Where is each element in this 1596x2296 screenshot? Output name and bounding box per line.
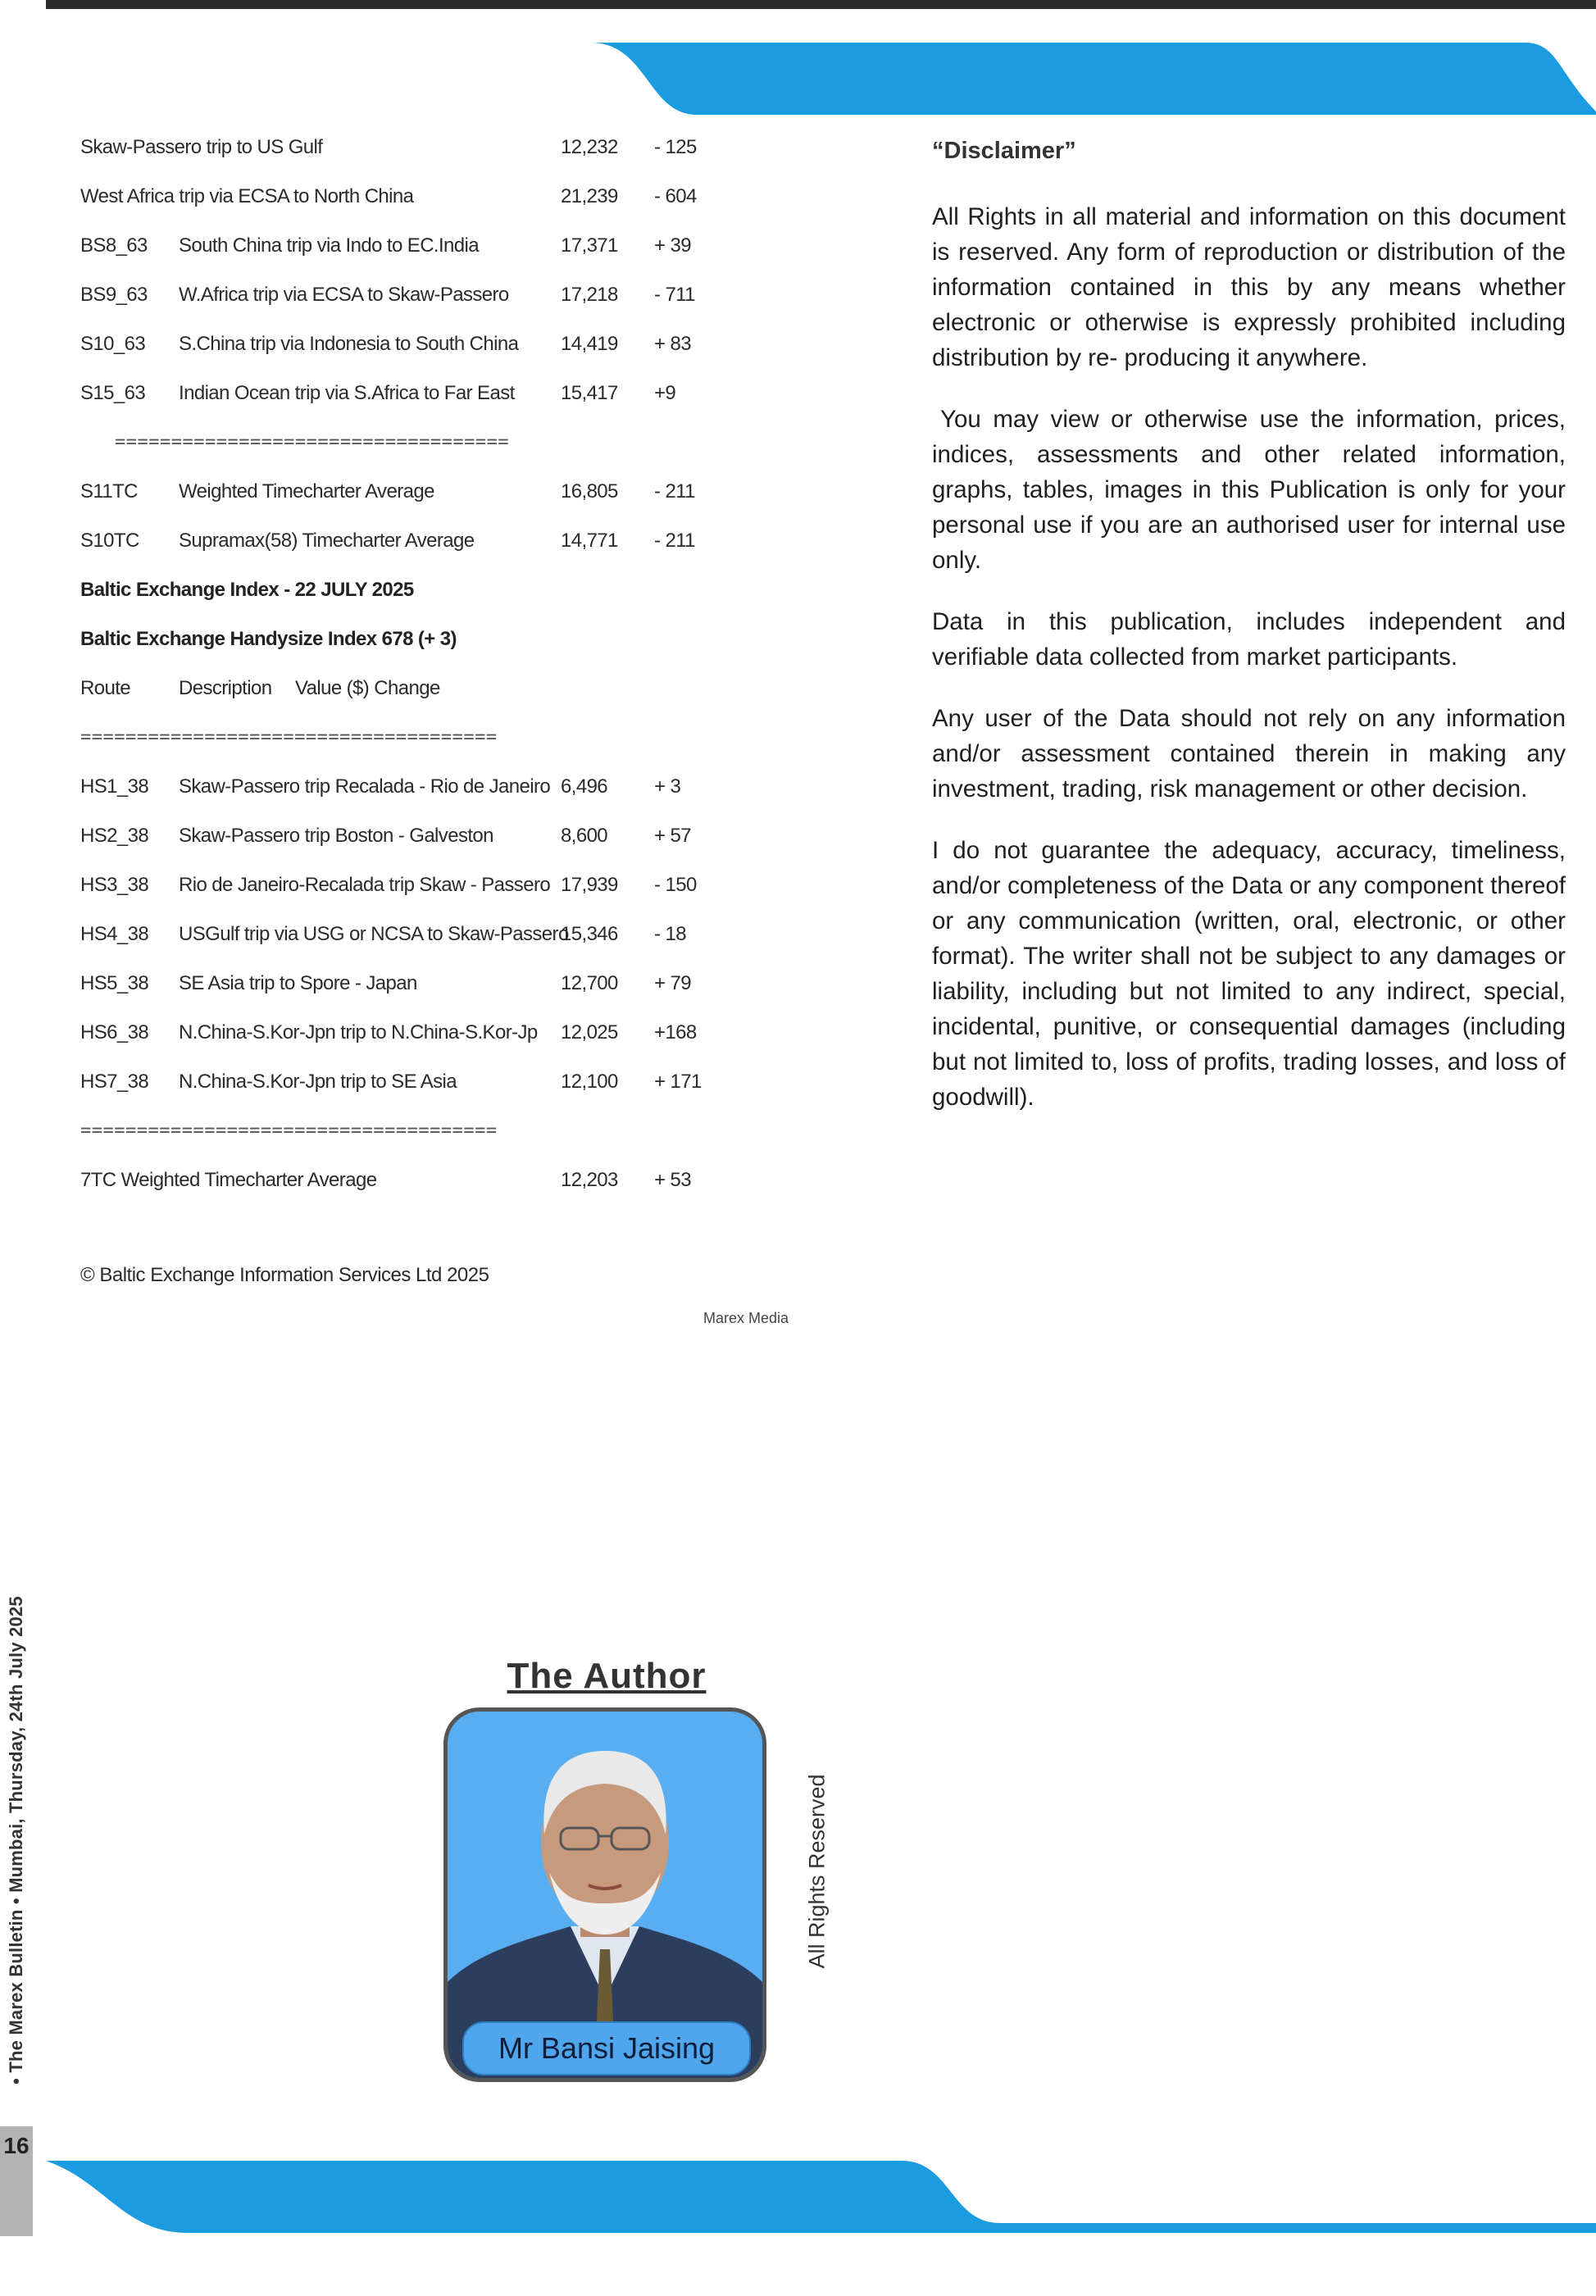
row-value: 14,771 [561, 530, 618, 552]
row-value: 16,805 [561, 480, 618, 502]
row-value: 8,600 [561, 825, 608, 847]
separator [80, 713, 802, 762]
handysize-heading [80, 615, 802, 664]
table-header [80, 664, 802, 713]
header-description: Description [179, 677, 272, 699]
table-row [80, 1057, 802, 1107]
row-code: BS8_63 [80, 234, 148, 257]
row-description: SE Asia trip to Spore - Japan [179, 972, 417, 994]
disclaimer-paragraph: I do not guarantee the adequacy, accuracy, timeliness, and/or completeness of the Data or any component thereof or any communication (written, oral, electronic, or other format). The writer shall not be subject to any damages or liability, including but not limited to any indirect, special, incidental, punitive, or consequential damages (including but not limited to, loss of profits, trading losses, and loss of goodwill). [932, 837, 1566, 1111]
copyright: © Baltic Exchange Information Services Ltd 2025 [80, 1264, 489, 1286]
author-heading: The Author [507, 1656, 707, 1696]
table-row [80, 221, 802, 271]
separator [80, 418, 802, 467]
header-value-change: Value ($) Change [295, 677, 440, 699]
row-description: Skaw-Passero trip Boston - Galveston [179, 825, 493, 847]
table-row [80, 812, 802, 861]
row-code: S15_63 [80, 382, 146, 404]
index-heading [80, 566, 802, 615]
rates-column [80, 123, 802, 1205]
row-change: - 18 [654, 923, 686, 945]
table-row [80, 861, 802, 910]
all-rights-reserved: All Rights Reserved [804, 1774, 830, 1969]
row-change: +9 [654, 382, 676, 404]
row-description: West Africa trip via ECSA to North China [80, 185, 414, 207]
row-description: Supramax(58) Timecharter Average [179, 530, 475, 552]
row-value: 12,700 [561, 972, 618, 994]
header-route: Route [80, 677, 131, 699]
row-code: BS9_63 [80, 284, 148, 306]
disclaimer-paragraph: You may view or otherwise use the information, prices, indices, assessments and other related information, graphs, tables, images in this Publication is only for your personal use if you are an authorised user for internal use only. [932, 406, 1566, 574]
index-heading-text: Baltic Exchange Index - 22 JULY 2025 [80, 579, 414, 601]
row-change: + 57 [654, 825, 691, 847]
row-description: S.China trip via Indonesia to South China [179, 333, 519, 355]
row-description: 7TC Weighted Timecharter Average [80, 1169, 377, 1191]
row-value: 12,100 [561, 1071, 618, 1093]
disclaimer-paragraph: Data in this publication, includes independent and verifiable data collected from market participants. [932, 608, 1566, 671]
table-row [80, 320, 802, 369]
row-change: + 79 [654, 972, 691, 994]
table-row [80, 172, 802, 221]
row-description: South China trip via Indo to EC.India [179, 234, 480, 257]
row-code: HS4_38 [80, 923, 149, 945]
page-number: 16 [3, 2133, 30, 2158]
row-code: S11TC [80, 480, 138, 502]
separator [80, 1107, 802, 1156]
row-value: 15,417 [561, 382, 618, 404]
table-row [80, 271, 802, 320]
author-name: Mr Bansi Jaising [462, 2021, 751, 2075]
row-code: HS6_38 [80, 1021, 149, 1043]
row-code: HS7_38 [80, 1071, 149, 1093]
row-change: + 53 [654, 1169, 691, 1191]
separator-line: ===================================== [80, 727, 498, 748]
row-change: +168 [654, 1021, 697, 1043]
marex-media-credit: Marex Media [703, 1310, 789, 1326]
table-row [80, 1008, 802, 1057]
row-change: + 171 [654, 1071, 702, 1093]
row-change: - 604 [654, 185, 697, 207]
row-description: Rio de Janeiro-Recalada trip Skaw - Passero [179, 874, 551, 896]
table-row [80, 369, 802, 418]
row-description: Weighted Timecharter Average [179, 480, 434, 502]
table-row [80, 516, 802, 566]
row-description: Skaw-Passero trip Recalada - Rio de Janeiro [179, 775, 551, 798]
author-card [443, 1707, 766, 2082]
row-value: 17,218 [561, 284, 618, 306]
row-description: N.China-S.Kor-Jpn trip to N.China-S.Kor-Jp [179, 1021, 538, 1043]
row-change: + 39 [654, 234, 691, 257]
row-value: 17,939 [561, 874, 618, 896]
table-row [80, 959, 802, 1008]
row-value: 12,232 [561, 136, 618, 158]
row-value: 21,239 [561, 185, 618, 207]
disclaimer [932, 138, 1566, 1141]
disclaimer-paragraph: Any user of the Data should not rely on any information and/or assessment contained therein in making any investment, trading, risk management or other decision. [932, 705, 1566, 802]
row-change: - 211 [654, 480, 695, 502]
separator-line: ===================================== [80, 1121, 498, 1141]
row-value: 17,371 [561, 234, 618, 257]
row-description: Indian Ocean trip via S.Africa to Far East [179, 382, 515, 404]
row-change: - 150 [654, 874, 697, 896]
row-description: N.China-S.Kor-Jpn trip to SE Asia [179, 1071, 457, 1093]
row-code: S10_63 [80, 333, 146, 355]
table-row [80, 762, 802, 812]
handysize-heading-text: Baltic Exchange Handysize Index 678 (+ 3) [80, 628, 457, 650]
separator-line: =================================== [115, 432, 510, 452]
row-change: - 125 [654, 136, 697, 158]
table-row [80, 467, 802, 516]
row-code: HS2_38 [80, 825, 149, 847]
row-value: 6,496 [561, 775, 608, 798]
disclaimer-paragraph: All Rights in all material and information on this document is reserved. Any form of reproduction or distribution of the information contained in this by any means whether electronic or otherwise is expressly prohibited including distribution by re- producing it anywhere. [932, 203, 1566, 371]
row-change: - 211 [654, 530, 695, 552]
row-code: HS3_38 [80, 874, 149, 896]
top-rule [46, 0, 1596, 9]
handysize-average-row [80, 1156, 802, 1205]
row-value: 15,346 [561, 923, 618, 945]
row-code: S10TC [80, 530, 139, 552]
table-row [80, 910, 802, 959]
spine-publication-text: • The Marex Bulletin • Mumbai, Thursday, 24th July 2025 [6, 1596, 26, 2085]
row-description: Skaw-Passero trip to US Gulf [80, 136, 323, 158]
row-change: + 83 [654, 333, 691, 355]
row-value: 12,203 [561, 1169, 618, 1191]
row-value: 14,419 [561, 333, 618, 355]
disclaimer-title: “Disclaimer” [932, 138, 1076, 164]
row-change: + 3 [654, 775, 681, 798]
row-change: - 711 [654, 284, 695, 306]
row-description: USGulf trip via USG or NCSA to Skaw-Passero [179, 923, 569, 945]
footer-band [0, 2157, 1596, 2256]
row-code: HS1_38 [80, 775, 149, 798]
table-row [80, 123, 802, 172]
row-value: 12,025 [561, 1021, 618, 1043]
row-description: W.Africa trip via ECSA to Skaw-Passero [179, 284, 509, 306]
row-code: HS5_38 [80, 972, 149, 994]
